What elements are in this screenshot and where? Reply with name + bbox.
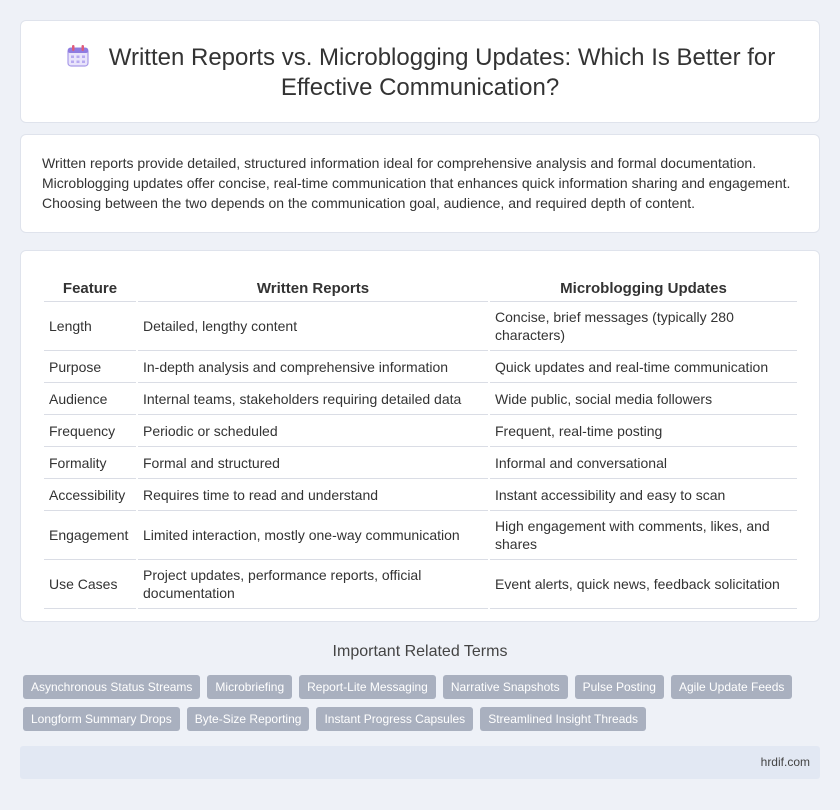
- microblogging-cell: Wide public, social media followers: [490, 383, 797, 415]
- table-row: [44, 511, 797, 560]
- footer: [20, 746, 820, 779]
- microblogging-cell: Quick updates and real-time communication: [490, 351, 797, 383]
- related-term-tag[interactable]: Longform Summary Drops: [23, 707, 180, 731]
- calendar-icon: [65, 43, 91, 69]
- microblogging-cell: Event alerts, quick news, feedback solicitation: [490, 560, 797, 609]
- microblogging-cell: Informal and conversational: [490, 447, 797, 479]
- related-term-tag[interactable]: Instant Progress Capsules: [316, 707, 473, 731]
- written-reports-cell: Requires time to read and understand: [138, 479, 488, 511]
- feature-cell: Audience: [44, 383, 136, 415]
- written-reports-cell: Internal teams, stakeholders requiring detailed data: [138, 383, 488, 415]
- related-term-tag[interactable]: Pulse Posting: [575, 675, 664, 699]
- microblogging-cell: Concise, brief messages (typically 280 characters): [490, 302, 797, 351]
- table-row: [44, 351, 797, 383]
- microblogging-cell: Instant accessibility and easy to scan: [490, 479, 797, 511]
- feature-cell: Accessibility: [44, 479, 136, 511]
- written-reports-cell: Formal and structured: [138, 447, 488, 479]
- table-header-row: [44, 273, 797, 302]
- header-feature: Feature: [44, 273, 136, 302]
- comparison-card: [20, 250, 820, 622]
- related-terms-list: [23, 675, 803, 731]
- related-term-tag[interactable]: Asynchronous Status Streams: [23, 675, 200, 699]
- related-term-tag[interactable]: Agile Update Feeds: [671, 675, 792, 699]
- related-term-tag[interactable]: Streamlined Insight Threads: [480, 707, 646, 731]
- intro-card: [20, 134, 820, 233]
- related-term-tag[interactable]: Report-Lite Messaging: [299, 675, 436, 699]
- related-term-tag[interactable]: Byte-Size Reporting: [187, 707, 310, 731]
- feature-cell: Purpose: [44, 351, 136, 383]
- table-row: [44, 302, 797, 351]
- page-title-wrap: [21, 43, 819, 103]
- related-term-tag[interactable]: Microbriefing: [207, 675, 292, 699]
- written-reports-cell: Periodic or scheduled: [138, 415, 488, 447]
- related-term-tag[interactable]: Narrative Snapshots: [443, 675, 568, 699]
- feature-cell: Length: [44, 302, 136, 351]
- table-row: [44, 383, 797, 415]
- intro-text: Written reports provide detailed, structured information ideal for comprehensive analysis and formal documentation. Microblogging updates offer concise, real-time communication that enhances quick information sharing and engagement. Choosing between the two depends on the communication goal, audience, and required depth of content.: [42, 155, 791, 211]
- header-written-reports: Written Reports: [138, 273, 488, 302]
- table-row: [44, 415, 797, 447]
- table-row: [44, 560, 797, 609]
- comparison-table: [42, 273, 799, 609]
- written-reports-cell: Project updates, performance reports, official documentation: [138, 560, 488, 609]
- header-microblogging-updates: Microblogging Updates: [490, 273, 797, 302]
- table-row: [44, 447, 797, 479]
- related-terms-title: Important Related Terms: [332, 643, 508, 660]
- feature-cell: Use Cases: [44, 560, 136, 609]
- microblogging-cell: Frequent, real-time posting: [490, 415, 797, 447]
- title-card: [20, 20, 820, 123]
- microblogging-cell: High engagement with comments, likes, and shares: [490, 511, 797, 560]
- written-reports-cell: Detailed, lengthy content: [138, 302, 488, 351]
- feature-cell: Frequency: [44, 415, 136, 447]
- page-title: Written Reports vs. Microblogging Updates: Which Is Better for Effective Communication?: [108, 44, 776, 101]
- written-reports-cell: Limited interaction, mostly one-way communication: [138, 511, 488, 560]
- table-row: [44, 479, 797, 511]
- footer-site[interactable]: hrdif.com: [760, 755, 810, 769]
- written-reports-cell: In-depth analysis and comprehensive information: [138, 351, 488, 383]
- feature-cell: Formality: [44, 447, 136, 479]
- feature-cell: Engagement: [44, 511, 136, 560]
